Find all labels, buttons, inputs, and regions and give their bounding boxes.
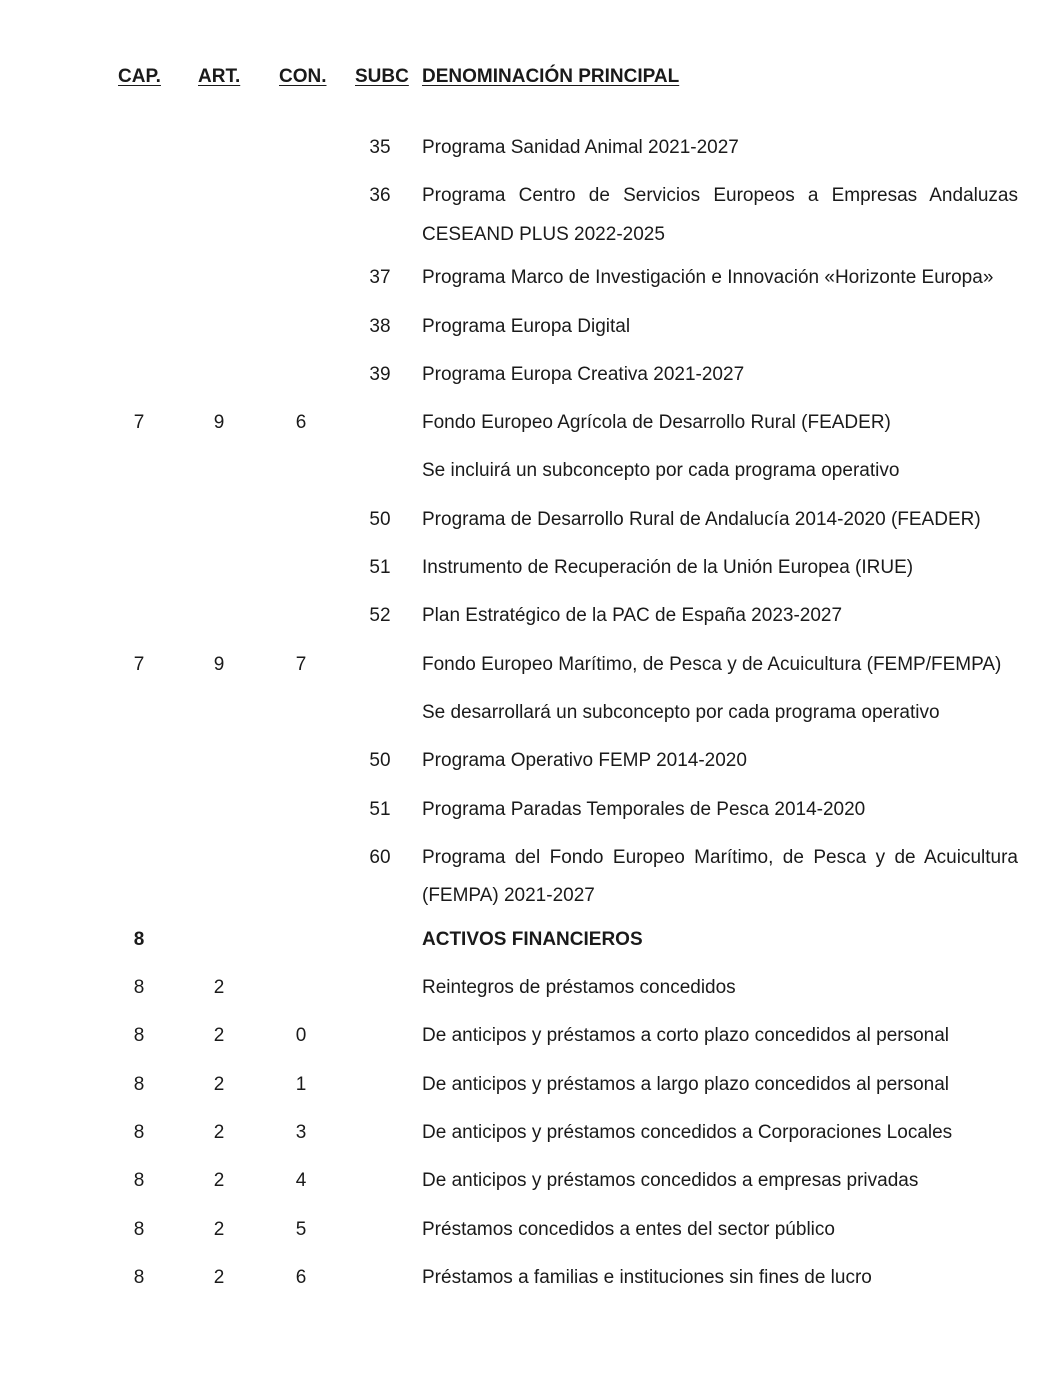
cell-denominacion: Programa Marco de Investigación e Innovación «Horizonte Europa»	[422, 267, 994, 289]
cell-subc: 50	[369, 508, 391, 530]
cell-cap: 8	[133, 1218, 145, 1240]
cell-con: 3	[295, 1122, 307, 1144]
cell-denominacion: Programa del Fondo Europeo Marítimo, de Pesca y de Acuicultura (FEMPA) 2021-2027	[422, 846, 1018, 907]
cell-denominacion: Programa Europa Digital	[422, 315, 631, 337]
cell-cap: 8	[133, 1073, 145, 1095]
cell-subc: 38	[369, 315, 391, 337]
cell-art: 2	[213, 1266, 225, 1288]
cell-denominacion: Préstamos a familias e instituciones sin fines de lucro	[422, 1266, 872, 1288]
cell-con: 4	[295, 1170, 307, 1192]
cell-denominacion: ACTIVOS FINANCIEROS	[422, 928, 643, 950]
table-row	[0, 399, 1058, 447]
cell-art: 2	[213, 1122, 225, 1144]
header-subc: SUBC	[355, 66, 409, 87]
table-row	[0, 641, 1058, 689]
cell-cap: 8	[133, 1170, 145, 1192]
cell-art: 2	[213, 1025, 225, 1047]
cell-art: 9	[213, 653, 225, 675]
header-cap: CAP.	[118, 66, 161, 87]
cell-denominacion: Se desarrollará un subconcepto por cada programa operativo	[422, 701, 940, 723]
cell-denominacion: Programa Operativo FEMP 2014-2020	[422, 750, 747, 772]
cell-con: 1	[295, 1073, 307, 1095]
cell-denominacion: Programa Paradas Temporales de Pesca 2014-2020	[422, 798, 866, 820]
table-row	[0, 1254, 1058, 1302]
cell-subc: 36	[369, 185, 391, 207]
cell-cap: 7	[133, 653, 145, 675]
cell-denominacion: Plan Estratégico de la PAC de España 2023-2027	[422, 605, 843, 627]
cell-subc: 60	[369, 846, 391, 868]
table-row	[0, 544, 1058, 592]
cell-cap: 8	[133, 1266, 145, 1288]
table-row	[0, 592, 1058, 640]
table-row	[0, 351, 1058, 399]
budget-table-body	[0, 124, 1058, 1302]
header-denominacion: DENOMINACIÓN PRINCIPAL	[422, 66, 680, 87]
header-con: CON.	[279, 66, 327, 87]
cell-denominacion: Instrumento de Recuperación de la Unión Europea (IRUE)	[422, 557, 914, 579]
table-row	[0, 303, 1058, 351]
table-row	[0, 916, 1058, 964]
cell-subc: 52	[369, 605, 391, 627]
cell-denominacion: Fondo Europeo Agrícola de Desarrollo Rural (FEADER)	[422, 412, 891, 434]
cell-con: 5	[295, 1218, 307, 1240]
table-row	[0, 786, 1058, 834]
cell-denominacion: De anticipos y préstamos concedidos a empresas privadas	[422, 1170, 919, 1192]
cell-con: 6	[295, 412, 307, 434]
cell-art: 2	[213, 1073, 225, 1095]
cell-denominacion: De anticipos y préstamos a corto plazo concedidos al personal	[422, 1025, 950, 1047]
table-row	[0, 1012, 1058, 1060]
table-row	[0, 172, 1058, 254]
cell-cap: 8	[133, 1122, 145, 1144]
table-row	[0, 737, 1058, 785]
cell-subc: 37	[369, 267, 391, 289]
table-row	[0, 689, 1058, 737]
cell-cap: 7	[133, 412, 145, 434]
cell-denominacion: Reintegros de préstamos concedidos	[422, 977, 736, 999]
cell-denominacion: Programa de Desarrollo Rural de Andalucía 2014-2020 (FEADER)	[422, 508, 981, 530]
table-row	[0, 496, 1058, 544]
cell-subc: 51	[369, 798, 391, 820]
header-art: ART.	[198, 66, 241, 87]
table-row	[0, 254, 1058, 302]
table-row	[0, 1206, 1058, 1254]
table-row	[0, 834, 1058, 916]
table-row	[0, 1157, 1058, 1205]
cell-subc: 50	[369, 750, 391, 772]
cell-art: 2	[213, 1218, 225, 1240]
cell-denominacion: Programa Europa Creativa 2021-2027	[422, 363, 745, 385]
cell-con: 7	[295, 653, 307, 675]
cell-con: 0	[295, 1025, 307, 1047]
cell-denominacion: Programa Centro de Servicios Europeos a Empresas Andaluzas CESEAND PLUS 2022-2025	[422, 185, 1018, 245]
cell-denominacion: Programa Sanidad Animal 2021-2027	[422, 137, 739, 158]
table-row	[0, 1109, 1058, 1157]
cell-subc: 35	[369, 137, 391, 158]
table-row	[0, 964, 1058, 1012]
cell-cap: 8	[133, 977, 145, 999]
cell-art: 2	[213, 977, 225, 999]
cell-subc: 51	[369, 557, 391, 579]
cell-art: 9	[213, 412, 225, 434]
cell-denominacion: Fondo Europeo Marítimo, de Pesca y de Acuicultura (FEMP/FEMPA)	[422, 653, 1002, 675]
cell-subc: 39	[369, 363, 391, 385]
cell-cap: 8	[133, 928, 145, 950]
cell-cap: 8	[133, 1025, 145, 1047]
cell-art: 2	[213, 1170, 225, 1192]
cell-denominacion: De anticipos y préstamos concedidos a Corporaciones Locales	[422, 1122, 953, 1144]
cell-con: 6	[295, 1266, 307, 1288]
cell-denominacion: De anticipos y préstamos a largo plazo concedidos al personal	[422, 1073, 950, 1095]
cell-denominacion: Préstamos concedidos a entes del sector público	[422, 1218, 835, 1240]
table-row	[0, 124, 1058, 172]
cell-denominacion: Se incluirá un subconcepto por cada programa operativo	[422, 460, 900, 482]
table-header	[0, 66, 1058, 94]
table-row	[0, 1061, 1058, 1109]
table-row	[0, 447, 1058, 495]
